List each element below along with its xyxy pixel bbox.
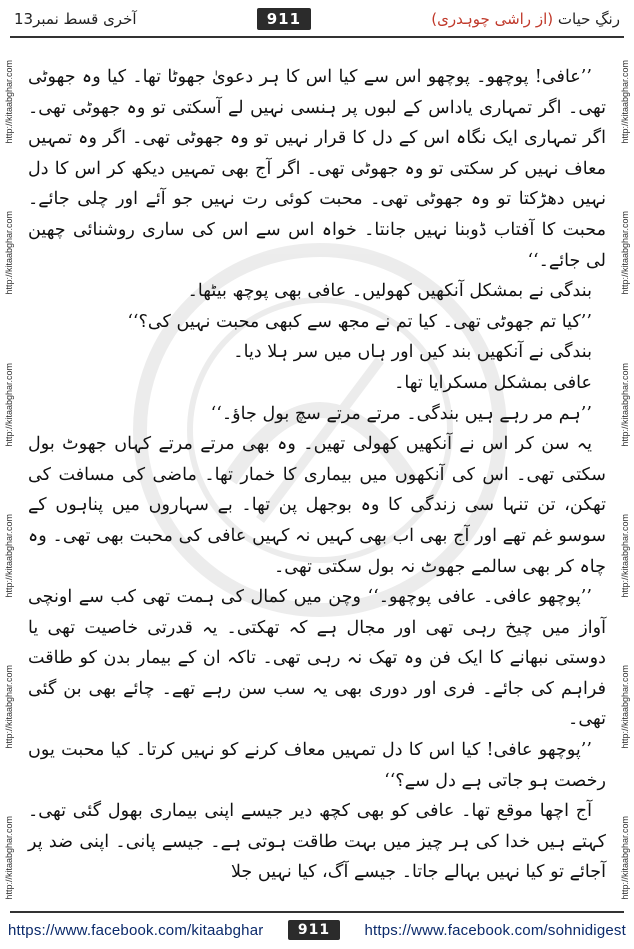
side-url: http://kitaabghar.com: [4, 211, 14, 295]
header-page-number: 911: [257, 8, 311, 30]
paragraph: ’’پوچھو عافی! کیا اس کا دل تمہیں معاف کرنے کو نہیں کرتا۔ کیا محبت یوں رخصت ہو جاتی ہے دل سے؟‘‘: [28, 740, 606, 791]
paragraph: عافی بمشکل مسکرایا تھا۔: [394, 372, 592, 393]
side-url: http://kitaabghar.com: [4, 513, 14, 598]
paragraph: یہ سن کر اس نے آنکھیں کھولی تھیں۔ وہ بھی مرتے مرتے کہاں جھوٹ بول سکتی تھی۔ اس کی آنکھوں میں بیماری کا خمار تھا۔ ماضی کی مسافت کی تھکن، تن تنہا سی زندگی کا وہ بوجھل پن تھا۔ بے سہاروں میں پناہوں کے سوسو غم تھے اور آج بھی اب بھی کہیں نہ کہیں عافی کی محبت بھی تھی۔ وہ چاہ کر بھی سالمے جھوٹ نہ بول سکتی تھی۔: [28, 434, 606, 577]
side-url: http://kitaabghar.com: [620, 665, 630, 749]
paragraph: ’’پوچھو عافی۔ عافی پوچھو۔‘‘ وچن میں کمال کی ہمت تھی کب سے اونچی آواز میں چیخ رہی تھی اور مجال ہے کہ تھکتی۔ یہ قدرتی خاصیت تھی یا دوستی نبھانے کا ایک فن وہ تھک نہ رہی تھی۔ تاکہ ان کے بیمار بدن کو طاقت فراہم کی جائے۔ فری اور دوری بھی یہ سب سن رہے تھے۔ چائے بھی بن گئی تھی۔: [28, 587, 606, 730]
issue-label: آخری قسط نمبر13: [14, 10, 137, 28]
paragraph: بندگی نے آنکھیں بند کیں اور ہاں میں سر ہلا دیا۔: [233, 342, 592, 363]
side-url: http://kitaabghar.com: [620, 211, 630, 295]
side-url: http://kitaabghar.com: [620, 60, 630, 144]
story-title-block: [431, 10, 620, 28]
footer-link-sohnidigest[interactable]: https://www.facebook.com/sohnidigest: [364, 921, 626, 939]
header-rule: [10, 36, 624, 38]
side-url: http://kitaabghar.com: [620, 362, 630, 447]
page-header: [14, 6, 620, 32]
story-body: [28, 62, 606, 883]
side-url: http://kitaabghar.com: [4, 60, 14, 144]
side-url: http://kitaabghar.com: [4, 362, 14, 447]
side-url: http://kitaabghar.com: [620, 513, 630, 598]
right-side-watermark: [618, 60, 632, 900]
story-title: رنگِ حیات: [557, 10, 620, 28]
side-url: http://kitaabghar.com: [620, 816, 630, 900]
paragraph: ’’عافی! پوچھو۔ پوچھو اس سے کیا اس کا ہر دعویٰ جھوٹا تھا۔ کیا وہ جھوٹی تھی۔ اگر تمہاری یاداس کے لبوں پر ہنسی نہیں لے آسکتی تو وہ جھوٹی تھی۔ اگر تمہاری ایک نگاہ اس کے دل کا قرار نہیں تو وہ جھوٹی تھی۔ اگر وہ تمہیں معاف نہیں کر سکتی تو وہ جھوٹی تھی۔ اگر آج بھی تمہیں دیکھ کر اس کا دل نہیں دھڑکتا تو وہ جھوٹی تھی۔ محبت کوئی رت نہیں جو آئے اور چلی جائے۔ محبت کا آفتاب ڈوبنا نہیں جانتا۔ خواہ اس سے اس کی ساری روشنائی چھین لی جائے۔‘‘: [28, 67, 606, 271]
side-url: http://kitaabghar.com: [4, 816, 14, 900]
footer-link-kitaabghar[interactable]: https://www.facebook.com/kitaabghar: [8, 921, 264, 939]
paragraph: آج اچھا موقع تھا۔ عافی کو بھی کچھ دیر جیسے اپنی بیماری بھول گئی تھی۔ کہتے ہیں خدا کی ہر چیز میں بہت طاقت ہوتی ہے۔ جیسے پانی۔ اپنی ضد پر آجائے تو کیا نہیں بہالے جاتا۔ جیسے آگ، کیا نہیں جلا: [28, 801, 606, 883]
paragraph: بندگی نے بمشکل آنکھیں کھولیں۔ عافی بھی پوچھ بیٹھا۔: [187, 281, 592, 302]
page-footer: [8, 917, 626, 943]
footer-page-number: 911: [288, 920, 340, 940]
paragraph: ’’ہم مر رہے ہیں بندگی۔ مرتے مرتے سچ بول جاؤ۔‘‘: [210, 403, 592, 424]
author-credit: (از راشی چوہدری): [431, 10, 554, 28]
side-url: http://kitaabghar.com: [4, 665, 14, 749]
paragraph: ’’کیا تم جھوٹی تھی۔ کیا تم نے مجھ سے کبھی محبت نہیں کی؟‘‘: [127, 311, 592, 332]
footer-rule: [10, 911, 624, 913]
left-side-watermark: [2, 60, 16, 900]
